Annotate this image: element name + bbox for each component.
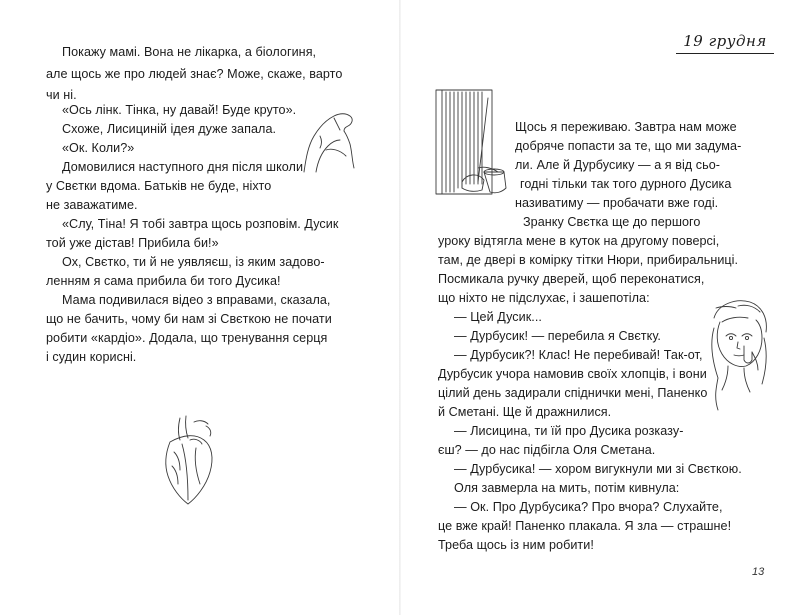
left-line-6: «Ок. Коли?»	[62, 141, 135, 155]
left-line-12: Ох, Свєтко, ти й не уявляєш, із яким задово-	[62, 255, 325, 269]
left-line-13: ленням я сама прибила би того Дусика!	[46, 274, 281, 288]
broom-bucket-door-illustration	[432, 88, 510, 198]
book-gutter	[399, 0, 401, 615]
flexed-arm-illustration	[296, 106, 360, 176]
right-line-8: там, де двері в комірку тітки Нюри, прибиральниці.	[438, 253, 739, 267]
right-line-13: — Дурбусик?! Клас! Не перебивай! Так-от,	[454, 348, 703, 362]
right-line-17: — Лисицина, ти їй про Дусика розказу-	[454, 424, 684, 438]
right-line-10: що ніхто не підслухає, і зашепотіла:	[438, 291, 650, 305]
right-line-2: добряче попасти за те, що ми задума-	[515, 139, 742, 153]
left-line-3: чи ні.	[46, 88, 77, 102]
left-line-4: «Ось лінк. Тінка, ну давай! Буде круто».	[62, 103, 297, 117]
left-line-1: Покажу мамі. Вона не лікарка, а біологиня,	[62, 45, 317, 59]
left-line-11: той уже дістав! Прибила би!»	[46, 236, 219, 250]
right-line-6: Зранку Свєтка ще до першого	[523, 215, 701, 229]
left-line-5: Схоже, Лисициній ідея дуже запала.	[62, 122, 277, 136]
left-line-8: у Свєтки вдома. Батьків не буде, ніхто	[46, 179, 272, 193]
left-line-14: Мама подивилася відео з вправами, сказала,	[62, 293, 331, 307]
right-line-12: — Дурбусик! — перебила я Свєтку.	[454, 329, 661, 343]
right-line-7: уроку відтягла мене в куток на другому поверсі,	[438, 234, 720, 248]
right-line-9: Посмикала ручку дверей, щоб переконатися,	[438, 272, 705, 286]
right-line-20: Оля завмерла на мить, потім кивнула:	[454, 481, 680, 495]
right-line-5: називатиму — пробачати вже годі.	[515, 196, 719, 210]
chapter-date-label: 19 грудня	[676, 31, 774, 54]
right-line-18: єш? — до нас підбігла Оля Сметана.	[438, 443, 656, 457]
right-line-16: й Сметані. Ще й дражнилися.	[438, 405, 612, 419]
left-line-17: і судин корисні.	[46, 350, 137, 364]
left-line-7: Домовилися наступного дня після школи	[62, 160, 304, 174]
left-line-15: що не бачить, чому би нам зі Свєткою не почати	[46, 312, 332, 326]
right-line-11: — Цей Дусик...	[454, 310, 542, 324]
right-line-21: — Ок. Про Дурбусика? Про вчора? Слухайте,	[454, 500, 723, 514]
page-number: 13	[752, 566, 765, 578]
right-line-15: цілий день задирали спіднички мені, Паненко	[438, 386, 708, 400]
right-line-14: Дурбусик учора намовив своїх хлопців, і вони	[438, 367, 707, 381]
left-line-16: робити «кардіо». Додала, що тренування серця	[46, 331, 328, 345]
anatomical-heart-illustration	[160, 412, 220, 508]
right-line-22: це вже край! Паненко плакала. Я зла — страшне!	[438, 519, 732, 533]
right-line-3: ли. Але й Дурбусику — а я від сьо-	[515, 158, 721, 172]
left-line-10: «Слу, Тіна! Я тобі завтра щось розповім. Дусик	[62, 217, 339, 231]
right-line-4: годні тільки так того дурного Дусика	[520, 177, 732, 191]
right-line-1: Щось я переживаю. Завтра нам може	[515, 120, 737, 134]
girl-shush-illustration	[708, 298, 770, 416]
right-line-19: — Дурбусика! — хором вигукнули ми зі Свєткою.	[454, 462, 742, 476]
right-line-23: Треба щось із ним робити!	[438, 538, 594, 552]
left-line-9: не заважатиме.	[46, 198, 138, 212]
left-line-2: але щось же про людей знає? Може, скаже, варто	[46, 67, 343, 81]
